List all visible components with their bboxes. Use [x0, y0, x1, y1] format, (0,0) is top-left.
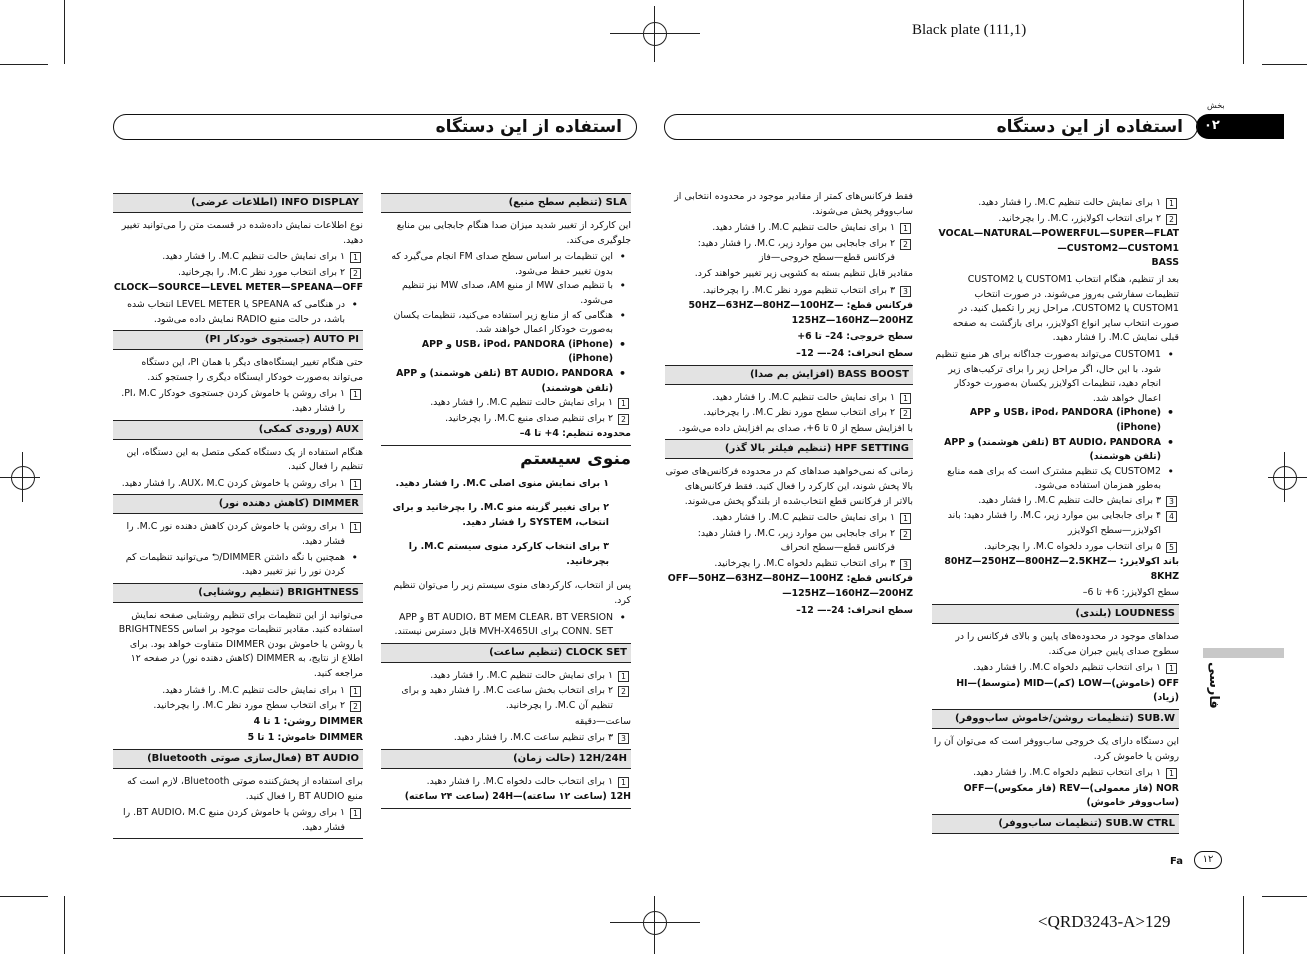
crop-line-br-h — [1262, 896, 1307, 897]
step-number-icon: 1 — [350, 808, 361, 819]
text: ۲ برای تنظیم صدای منبع M.C. را بچرخانید. — [445, 412, 613, 424]
eq-bullet: • CUSTOM1 می‌تواند به‌صورت جداگانه برای هر منبع تنظیم شود. با این حال، اگر مراحل زیر را برای ترکیب‌های زیر انجام دهید، تنظیمات اکولایزر یکسان به‌صورت خودکار اعمال خواهد شد. — [932, 348, 1179, 406]
hpf-step-2 — [665, 527, 913, 556]
eq-level: سطح اکولایزر: ‎+6‎ تا ‎–6‎ — [1082, 587, 1179, 599]
step-number-icon: 1 — [618, 777, 629, 788]
crop-line-left — [64, 0, 65, 64]
footer-lang: Fa — [1170, 856, 1183, 867]
text: ۳ برای تنظیم ساعت M.C. را فشار دهید. — [453, 732, 613, 744]
subwoofer-text: این دستگاه دارای یک خروجی ساب‌ووفر است که می‌توان آن را روشن یا خاموش کرد. — [933, 736, 1179, 762]
sla-bullet: • این تنظیمات بر اساس سطح صدای FM انجام می‌گیرد که بدون تغییر حفظ می‌شود. — [381, 250, 631, 279]
text: ۱ برای نمایش حالت تنظیم M.C. را فشار دهید. — [162, 251, 345, 263]
eq-bass: BASS — [1151, 257, 1179, 269]
brightness-text: می‌توانید از این تنظیمات برای تنظیم روشنایی صفحه نمایش استفاده کنید. مقادیر تنظیمات موجود بر اساس BRIGHTNESS یا روشن یا خاموش بودن DIMMER متفاوت خواهد بود. برای اطلاع از نتایج، به DIMMER (کاهش دهنده نور) در صفحه ۱۲ مراجعه کنید. — [118, 609, 363, 680]
language-side-label: فارسی — [1206, 662, 1221, 709]
text: ۳ برای انتخاب تنظیم مورد نظر M.C. را بچرخانید. — [702, 284, 895, 296]
eq-step-2 — [932, 212, 1179, 227]
step-number-icon: 2 — [900, 239, 911, 250]
section-info-display: INFO DISPLAY (اطلاعات عرضی) — [113, 193, 363, 213]
subw-step-3 — [665, 284, 913, 299]
hpf-step-3 — [665, 557, 913, 572]
crop-line-bl-h — [0, 896, 48, 897]
column-subwoofer-settings — [665, 190, 913, 620]
eq-bullet: • CUSTOM2 یک تنظیم مشترک است که برای همه منابع به‌طور همزمان استفاده می‌شود. — [932, 465, 1179, 494]
column-sla-system — [381, 190, 631, 811]
autopi-text: حتی هنگام تغییر ایستگاه‌های دیگر با همان PI، این دستگاه می‌تواند به‌صورت خودکار ایستگاه دیگری را جستجو کند. — [141, 357, 363, 383]
bb-step-1 — [665, 391, 913, 406]
step-number-icon: 1 — [900, 223, 911, 234]
footer-page-number: ۱۲ — [1194, 851, 1222, 869]
dimmer-bullet: • همچنین با نگه داشتن DIMMER/⮌ می‌توانید تنظیمات کم کردن نور را نیز تغییر دهید. — [113, 551, 363, 580]
sla-bullet: • هنگامی که از منابع زیر استفاده می‌کنید، تنظیمات یکسان به‌صورت خودکار اعمال خواهند شد. — [381, 309, 631, 338]
text: ۳ برای انتخاب تنظیم دلخواه M.C. را بچرخانید. — [714, 557, 895, 569]
step-number-icon: 2 — [350, 268, 361, 279]
text: ۲ برای انتخاب سطح مورد نظر M.C. را بچرخانید. — [703, 407, 895, 419]
column-eq — [932, 196, 1179, 840]
step-number-icon: 1 — [350, 522, 361, 533]
section-bt-audio: BT AUDIO (فعال‌سازی صوتی Bluetooth) — [113, 749, 363, 769]
step-number-icon: 2 — [900, 529, 911, 540]
clock-fields: ساعت—دقیقه — [574, 715, 631, 727]
text: ۲ برای انتخاب اکولایزر، M.C. را بچرخانید. — [998, 212, 1161, 224]
brightness-step-2 — [113, 699, 363, 714]
plate-label: Black plate (111,1) — [912, 22, 1027, 38]
text: ۱ برای نمایش حالت تنظیم M.C. را فشار دهید. — [978, 197, 1161, 208]
step-number-icon: 2 — [900, 408, 911, 419]
subw-step-1 — [665, 221, 913, 236]
subwoofer-step — [932, 766, 1179, 781]
language-side-tab — [1203, 648, 1284, 658]
eq-band: باند اکولایزر: 80HZ—250HZ—800HZ—2.5KHZ—8KHZ — [944, 556, 1179, 582]
system-bullet: • BT AUDIO، BT MEM CLEAR، BT VERSION و APP CONN. SET برای MVH-X465UI قابل دسترس نیستند. — [381, 611, 631, 640]
text: ۲ برای انتخاب مورد نظر M.C. را بچرخانید. — [177, 266, 345, 278]
text: ۲ برای انتخاب بخش ساعت M.C. را فشار دهید و برای تنظیم آن M.C. را بچرخانید. — [401, 685, 613, 712]
info-step-1 — [113, 250, 363, 265]
sla-bullet: • با تنظیم صدای MW از منبع AM، صدای MW نیز تنظیم می‌شود. — [381, 279, 631, 308]
step-number-icon: 1 — [1166, 198, 1177, 209]
subwoofer-options: NOR (فاز معمولی)—REV (فاز معکوس)—OFF (ساب‌ووفر خاموش) — [963, 782, 1179, 809]
step-number-icon: 2 — [1166, 214, 1177, 225]
eq-options — [932, 227, 1179, 271]
text: ۴ برای جابجایی بین موارد زیر، M.C. را فشار دهید: باند اکولایزر—سطح اکولایزر — [947, 510, 1161, 537]
step-number-icon: 2 — [618, 414, 629, 425]
crop-line-right-h — [1262, 64, 1307, 65]
subw-output-level: سطح خروجی: ‎–24‎ تا ‎+6‎ — [797, 331, 913, 343]
text: ۱ برای روشن یا خاموش کردن منبع BT AUDIO، M.C. را فشار دهید. — [123, 807, 345, 833]
crop-line-right — [1243, 0, 1244, 64]
text: ۱ برای روشن یا خاموش کردن AUX، M.C. را فشار دهید. — [121, 477, 345, 489]
eq-step-5 — [932, 540, 1179, 555]
bt-text: برای استفاده از پخش‌کننده صوتی Bluetooth، لازم است که منبع BT AUDIO را فعال کنید. — [127, 776, 363, 802]
text: ۱ برای نمایش حالت تنظیم M.C. را فشار دهید. — [712, 391, 895, 403]
text: ۱ برای انتخاب تنظیم دلخواه M.C. را فشار دهید. — [973, 767, 1161, 779]
step-number-icon: 1 — [900, 513, 911, 524]
step-number-icon: 1 — [350, 479, 361, 490]
info-text: نوع اطلاعات نمایش داده‌شده در قسمت متن را می‌توانید تغییر دهید. — [121, 220, 363, 246]
sla-step-1 — [381, 396, 631, 411]
step-number-icon: 1 — [1166, 663, 1177, 674]
crop-line-bl — [64, 896, 65, 954]
chapter-number: ۰۲ — [1204, 118, 1220, 133]
crop-line-left-h — [0, 64, 48, 65]
text: ۲ برای انتخاب سطح مورد نظر M.C. را بچرخانید. — [153, 700, 345, 712]
eq-step-4 — [932, 509, 1179, 538]
sla-bullet: • BT AUDIO، PANDORA (تلفن هوشمند) و APP (تلفن هوشمند) — [381, 367, 631, 396]
footer-code: <QRD3243-A>129 — [1038, 912, 1171, 931]
section-aux: AUX (ورودی کمکی) — [113, 420, 363, 440]
section-subwoofer-control: SUB.W CTRL (تنظیمات ساب‌ووفر) — [932, 814, 1179, 834]
eq-step-1 — [932, 196, 1179, 211]
text: ۱ برای نمایش حالت تنظیم M.C. را فشار دهید. — [430, 397, 613, 409]
time-mode-options: 12H (ساعت ۱۲ ساعته)—24H (ساعت ۲۴ ساعته) — [381, 790, 631, 809]
step-number-icon: 1 — [350, 686, 361, 697]
info-bullet: • در هنگامی که SPEANA یا LEVEL METER انتخاب شده باشد، در حالت منبع RADIO نمایش داده می‌شود. — [113, 298, 363, 327]
text: ۱ برای نمایش حالت تنظیم M.C. را فشار دهید. — [162, 684, 345, 696]
step-number-icon: 2 — [618, 686, 629, 697]
section-dimmer: DIMMER (کاهش دهنده نور) — [113, 494, 363, 514]
page-title-right: استفاده از این دستگاه — [664, 114, 1198, 140]
autopi-step — [113, 387, 363, 416]
step-number-icon: 1 — [618, 398, 629, 409]
step-number-icon: 5 — [1166, 542, 1177, 553]
text: ۱ برای انتخاب حالت دلخواه M.C. را فشار دهید. — [426, 775, 613, 787]
loudness-text: صداهای موجود در محدوده‌های پایین و بالای فرکانس را در سطوح صدای پایین جبران می‌کند. — [955, 631, 1179, 657]
eq-bullet: • USB، iPod، PANDORA (iPhone) و APP (iPhone) — [932, 406, 1179, 435]
step-number-icon: 4 — [1166, 511, 1177, 522]
text: ۱ برای نمایش حالت تنظیم M.C. را فشار دهید. — [712, 222, 895, 234]
system-menu-title: منوی سیستم — [520, 448, 631, 469]
bb-step-2 — [665, 406, 913, 421]
sla-range: محدوده تنظیم: ‎+4‎ تا ‎–4‎ — [381, 427, 631, 446]
text: ۱ برای روشن یا خاموش کردن کاهش دهنده نور M.C. را فشار دهید. — [126, 521, 345, 547]
system-step: ۲ برای تغییر گزینه منو M.C. را بچرخانید و برای انتخاب، SYSTEM را فشار دهید. — [392, 502, 609, 528]
chapter-label: بخش — [1207, 101, 1225, 110]
hpf-slope: سطح انحراف: ‎–12‎ —‎–24‎ — [796, 604, 913, 616]
system-step: ۳ برای انتخاب کارکرد منوی سیستم M.C. را بچرخانید. — [408, 541, 609, 567]
clock-step-3 — [381, 731, 631, 746]
eq-presets: VOCAL—NATURAL—POWERFUL—SUPER—FLAT—CUSTOM2—CUSTOM1 — [938, 228, 1179, 254]
step-number-icon: 2 — [350, 701, 361, 712]
text: ۱ برای نمایش حالت تنظیم M.C. را فشار دهید. — [712, 512, 895, 524]
aux-step — [113, 477, 363, 492]
text: ۳ برای نمایش حالت تنظیم M.C. را فشار دهید. — [978, 494, 1161, 506]
text: ۲ برای جابجایی بین موارد زیر، M.C. را فشار دهید: فرکانس قطع—سطح خروجی—فاز — [697, 237, 895, 264]
page-title-left: استفاده از این دستگاه — [113, 114, 637, 140]
bb-note: با افزایش سطح از ‎0‎ تا ‎+6‎، صدای بم افزایش داده می‌شود. — [678, 422, 913, 434]
eq-custom-note: بعد از تنظیم، هنگام انتخاب CUSTOM1 یا CUSTOM2 تنظیمات سفارشی به‌روز می‌شوند. در صورت انتخاب CUSTOM1 یا CUSTOM2، مراحل زیر را تکمیل کنید. در صورت انتخاب سایر انواع اکولایزر، برای بازگشت به صفحه قبلی نمایش M.C. را فشار دهید. — [952, 273, 1179, 344]
text: ۱ برای انتخاب تنظیم دلخواه M.C. را فشار دهید. — [973, 662, 1161, 674]
subw-cutoff: فرکانس قطع: 50HZ—63HZ—80HZ—100HZ—125HZ—160HZ—200HZ — [688, 300, 913, 326]
section-loudness: LOUDNESS (بلندی) — [932, 604, 1179, 624]
loudness-options: OFF (خاموش)—LOW (کم)—MID (متوسط)—HI (زیاد) — [956, 677, 1179, 704]
section-clock-set: CLOCK SET (تنظیم ساعت) — [381, 643, 631, 663]
section-subwoofer: SUB.W (تنظیمات روشن/خاموش ساب‌ووفر) — [932, 709, 1179, 729]
section-sla: SLA (تنظیم سطح منبع) — [381, 193, 631, 213]
clock-step-1 — [381, 669, 631, 684]
hpf-step-1 — [665, 511, 913, 526]
system-step: ۱ برای نمایش منوی اصلی M.C. را فشار دهید. — [395, 477, 609, 489]
step-number-icon: 3 — [1166, 496, 1177, 507]
step-number-icon: 1 — [618, 671, 629, 682]
clock-step-2 — [381, 684, 631, 713]
dimmer-step — [113, 520, 363, 549]
info-options: CLOCK—SOURCE—LEVEL METER—SPEANA—OFF — [113, 282, 363, 294]
text: ۵ برای انتخاب مورد دلخواه M.C. را بچرخانید. — [984, 540, 1161, 552]
brightness-off: DIMMER خاموش: 1 تا 5 — [247, 732, 363, 744]
brightness-on: DIMMER روشن: 1 تا 4 — [253, 715, 363, 727]
section-bass-boost: BASS BOOST (افزایش بم صدا) — [665, 365, 913, 385]
step-number-icon: 3 — [900, 286, 911, 297]
eq-bullet: • BT AUDIO، PANDORA (تلفن هوشمند) و APP (تلفن هوشمند) — [932, 436, 1179, 465]
loudness-step — [932, 661, 1179, 676]
text: ۲ برای جابجایی بین موارد زیر، M.C. را فشار دهید: فرکانس قطع—سطح انحراف — [697, 527, 895, 554]
step-number-icon: 3 — [618, 733, 629, 744]
crop-line-br — [1243, 896, 1244, 954]
brightness-step-1 — [113, 684, 363, 699]
step-number-icon: 1 — [350, 252, 361, 263]
text: ۱ برای نمایش حالت تنظیم M.C. را فشار دهید. — [430, 669, 613, 681]
hpf-text: زمانی که نمی‌خواهید صداهای کم در محدوده فرکانس‌های صوتی بالا پخش شوند، این کارکرد را فعال کنید. فقط فرکانس‌های بالاتر از فرکانس قطع انتخاب‌شده از بلندگو پخش می‌شوند. — [665, 466, 913, 507]
section-hpf-setting: HPF SETTING (تنظیم فیلتر بالا گذر) — [665, 439, 913, 459]
subw-intro: فقط فرکانس‌های کمتر از مقادیر موجود در محدوده انتخابی از ساب‌ووفر پخش می‌شوند. — [674, 191, 913, 217]
step-number-icon: 1 — [1166, 768, 1177, 779]
column-display — [113, 190, 363, 840]
sla-step-2 — [381, 412, 631, 427]
hpf-cutoff: فرکانس قطع: OFF—50HZ—63HZ—80HZ—100HZ—125HZ—160HZ—200HZ — [667, 573, 913, 600]
sla-bullet: • USB، iPod، PANDORA (iPhone) و APP (iPhone) — [381, 338, 631, 367]
eq-step-3 — [932, 494, 1179, 509]
section-brightness: BRIGHTNESS (تنظیم روشنایی) — [113, 583, 363, 603]
info-step-2 — [113, 266, 363, 281]
sla-text: این کارکرد از تغییر شدید میزان صدا هنگام جابجایی بین منابع جلوگیری می‌کند. — [396, 220, 631, 246]
system-note: پس از انتخاب، کارکردهای منوی سیستم زیر را می‌توان تنظیم کرد. — [393, 580, 631, 607]
subw-note: مقادیر قابل تنظیم بسته به کشویی زیر تغییر خواهند کرد. — [694, 267, 913, 279]
text: ۱ برای روشن یا خاموش کردن جستجوی خودکار PI، M.C. را فشار دهید. — [121, 388, 345, 414]
section-12h-24h: 12H/24H (حالت زمان) — [381, 749, 631, 769]
step-number-icon: 1 — [900, 393, 911, 404]
step-number-icon: 3 — [900, 559, 911, 570]
step-number-icon: 1 — [350, 389, 361, 400]
section-auto-pi: AUTO PI (جستجوی خودکار PI) — [113, 330, 363, 350]
subw-step-2 — [665, 237, 913, 266]
subw-slope: سطح انحراف: ‎–12‎ —‎–24‎ — [796, 347, 913, 359]
bt-step — [113, 806, 363, 839]
time-mode-step — [381, 775, 631, 790]
aux-text: هنگام استفاده از یک دستگاه کمکی متصل به این دستگاه، این تنظیم را فعال کنید. — [126, 446, 363, 473]
